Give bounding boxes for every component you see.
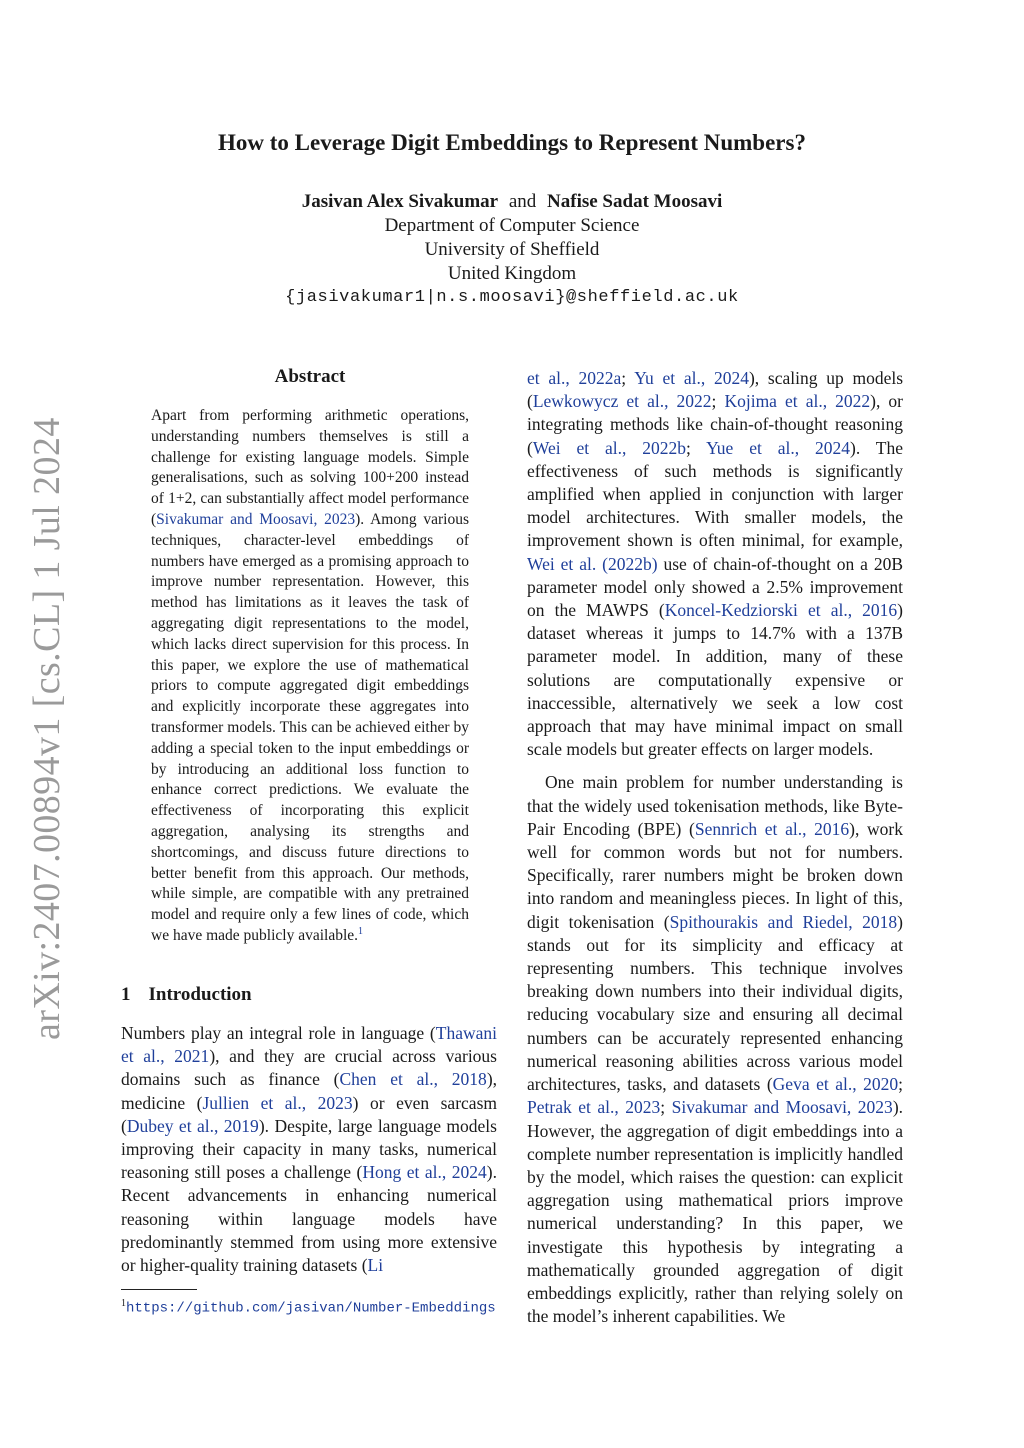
abstract-text-a: Apart from performing arithmetic operations, understanding numbers themselves is still a challenge for existing language models. Simple generalisations, such as solving 100+200 instead of 1+2, can substantially affect model performance ( [151,407,469,528]
citation-link[interactable]: Geva et al., 2020 [772,1074,899,1095]
author-country: United Kingdom [447,263,577,284]
author-university: University of Sheffield [424,239,600,260]
intro-text: ), scaling up models ( [527,368,904,412]
intro-text: ; [660,1097,672,1118]
citation-link[interactable]: Lewkowycz et al., 2022 [532,391,712,412]
intro-text: ). However, the aggregation of digit embeddings into a complete number representation is implicitly handled by the model, which raises the question: can explicit aggregation using mathematical priors improve numerical understanding? In this paper, we investigate this hypothesis by integrating a mathematically grounded aggregation of digit embeddings explicitly, rather than relying solely on the model’s inherent capabilities. We [527,1097,904,1327]
citation-link[interactable]: Kojima et al., 2022 [724,391,871,412]
intro-text: ) dataset whereas it jumps to 14.7% with a 137B parameter model. In addition, many of these solutions are computationally expensive or inaccessible, alternatively we seek a low cost approach that may have minimal impact on small scale models but greater effects on larger models. [527,600,903,760]
author-2: Nafise Sadat Moosavi [547,191,723,212]
citation-link[interactable]: Yu et al., 2024 [634,368,749,388]
footnote-number: 1 [121,1298,126,1309]
citation-link[interactable]: Chen et al., 2018 [339,1069,487,1090]
intro-text: ), work well for common words but not for numbers. Specifically, rarer numbers might be broken down into random and meaningless pieces. In light of this, digit tokenisation ( [527,818,904,932]
citation-link[interactable]: Sivakumar and Moosavi, 2023 [156,510,356,528]
footnote [121,1294,501,1319]
citation-link[interactable]: et al., 2022a [527,368,622,388]
author-department: Department of Computer Science [384,215,640,236]
arxiv-identifier: arXiv:2407.00894v1 [cs.CL] 1 Jul 2024 [26,417,68,1040]
intro-text: ; [711,391,725,412]
right-column [527,367,903,1328]
citation-link[interactable]: Li [367,1255,384,1276]
footnote-url-link[interactable]: https://github.com/jasivan/Number-Embeddings [126,1300,496,1317]
abstract-heading: Abstract [274,366,346,387]
intro-text: Numbers play an integral role in language ( [121,1023,436,1043]
citation-link[interactable]: Petrak et al., 2023 [527,1097,661,1118]
paper-title: How to Leverage Digit Embeddings to Represent Numbers? [218,130,806,155]
section-heading-introduction [121,984,252,1006]
citation-link[interactable]: Hong et al., 2024 [362,1162,487,1183]
abstract-text [151,406,469,947]
citation-link[interactable]: Dubey et al., 2019 [126,1115,259,1136]
intro-text: ). Despite, large language models improving their capacity in many tasks, numerical reasoning still poses a challenge ( [121,1115,497,1183]
author-1: Jasivan Alex Sivakumar [301,191,499,212]
author-names [0,190,1024,214]
intro-text: ; [621,368,635,388]
intro-text: ; [898,1074,903,1095]
intro-text: ). The effectiveness of such methods is significantly amplified when applied in conjunction with larger model architectures. With smaller models, the improvement shown is often minimal, for example, [527,437,903,551]
intro-text: ; [686,437,707,458]
citation-link[interactable]: Sennrich et al., 2016 [694,818,850,839]
footnote-marker[interactable]: 1 [358,925,364,937]
intro-text: ), medicine ( [121,1069,498,1113]
citation-link[interactable]: Spithourakis and Riedel, 2018 [669,911,898,932]
intro-text: One main problem for number understanding is that the widely used tokenisation methods, like Byte-Pair Encoding (BPE) ( [527,772,903,839]
section-number: 1 [121,984,131,1005]
intro-text: ), and they are crucial across various domains such as finance ( [121,1046,497,1090]
citation-link[interactable]: Koncel-Kedziorski et al., 2016 [664,600,898,621]
section-title: Introduction [148,984,252,1005]
citation-link[interactable]: Thawani et al., 2021 [121,1023,497,1067]
footnote-divider [121,1289,197,1290]
intro-text: ) or even sarcasm ( [121,1092,497,1136]
author-conjunction: and [508,191,537,212]
author-block [0,190,1024,310]
citation-link[interactable]: Sivakumar and Moosavi, 2023 [671,1097,893,1118]
abstract-text-b: ). Among various techniques, character-level embeddings of numbers have emerged as a promising approach to improve number representation. However, this method has limitations as it leaves the task of aggregating digit representations to the model, which lacks direct supervision for this process. In this paper, we explore the use of mathematical priors to compute aggregated digit embeddings and explicitly incorporate these aggregates into transformer models. This can be achieved either by adding a special token to the input embeddings or by introducing an additional loss function to enhance correct predictions. We evaluate the effectiveness of incorporating this explicit aggregation, analysing its strengths and shortcomings, and discuss future directions to better benefit from this approach. Our methods, while simple, are compatible with any pretrained model and require only a few lines of code, which we have made publicly available. [151,510,469,944]
intro-text: ) stands out for its simplicity and efficacy at representing numbers. This technique involves breaking down numbers into their individual digits, reducing vocabulary size and ensuring all decimal numbers can be accurately represented enhancing numerical reasoning abilities across various model architectures, tasks, and datasets ( [527,911,903,1095]
intro-paragraph-left [121,1022,497,1277]
author-email[interactable]: {jasivakumar1|n.s.moosavi}@sheffield.ac.uk [285,288,739,307]
intro-text: ), or integrating methods like chain-of-thought reasoning ( [527,391,903,458]
citation-link[interactable]: Jullien et al., 2023 [202,1092,353,1113]
intro-text: use of chain-of-thought on a 20B parameter model only showed a 2.5% improvement on the MAWPS ( [527,553,903,621]
citation-link[interactable]: Yue et al., 2024 [706,437,850,458]
citation-link[interactable]: Wei et al., 2022b [532,437,686,458]
intro-paragraph-right-2 [527,771,903,1328]
intro-paragraph-right-1 [527,367,903,761]
citation-link[interactable]: Wei et al. (2022b) [527,553,658,574]
intro-text: ). Recent advancements in enhancing numerical reasoning within language models have predominantly stemmed from using more extensive or higher-quality training datasets ( [121,1162,497,1276]
